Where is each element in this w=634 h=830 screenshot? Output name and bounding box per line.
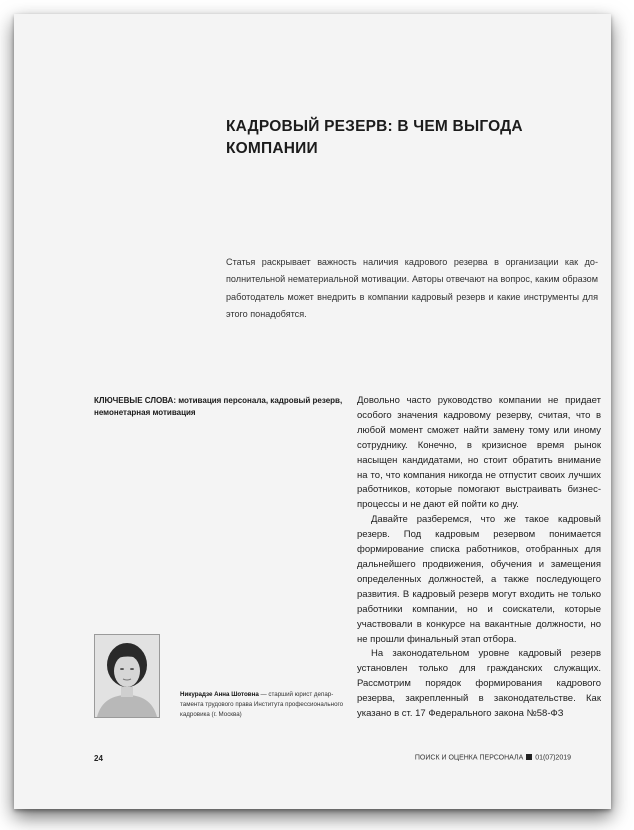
article-lead: Статья раскрывает важность наличия кадрового резерва в организации как дополнительной нематериальной мотивации. Авторы отвечают на вопрос, каким образом работодатель может внедрить в компании кадровый резерв и какие инструменты для этого понадобятся. (226, 257, 598, 319)
keywords: КЛЮЧЕВЫЕ СЛОВА: мотивация персонала, кадровый резерв, немонетарная мотивация (94, 396, 343, 417)
article-title-line-1: КАДРОВЫЙ РЕЗЕРВ: В ЧЕМ ВЫГОДА (226, 118, 523, 135)
article-body (357, 394, 601, 722)
author-info (180, 690, 345, 720)
journal-issue: 01(07)2019 (535, 754, 571, 762)
square-separator-icon (526, 754, 532, 760)
author-portrait-image (95, 635, 159, 717)
body-paragraph: Довольно часто руководство компании не придает особого значения кадровому резерву, считая, что в любой момент сможет найти замену тому или иному сотруднику. Конечно, в кризисное время рынок насыщен кандидатами, но стоит обратить внимание на то, что компания никогда не отпустит своих лучших работников, которые помогают выстраивать бизнес-процессы и не дают ей пойти ко дну. (357, 395, 601, 511)
page-number: 24 (94, 754, 103, 763)
article-title (226, 116, 586, 160)
article-title-line-2: КОМПАНИИ (226, 140, 318, 157)
body-paragraph: На законодательном уровне кадровый резерв установлен только для гражданских служащих. Рассмотрим порядок формирования кадрового резерва, закрепленный в законодательстве. Как указано в ст. 17 Федерального закона №58-ФЗ (357, 648, 601, 720)
journal-name: ПОИСК И ОЦЕНКА ПЕРСОНАЛА (414, 754, 524, 762)
body-paragraph: Давайте разберемся, что же такое кадровый резерв. Под кадровым резервом понимается формирование списка работников, отобранных для дальнейшего продвижения, обучения и замещения определенных должностей, а также последующего развития. В кадровый резерв могут входить не только работники компании, но и соискатели, которые участвовали в конкурсе на вакантные должности, но не прошли финальный этап отбора. (357, 514, 601, 645)
author-photo (94, 634, 160, 718)
journal-footer (415, 754, 571, 762)
author-description: — старший юрист департамента трудового права Института профессионального кадровика (г. Москва) (180, 691, 344, 718)
magazine-page (14, 14, 611, 809)
author-name: Никурадзе Анна Шотовна (180, 691, 259, 698)
